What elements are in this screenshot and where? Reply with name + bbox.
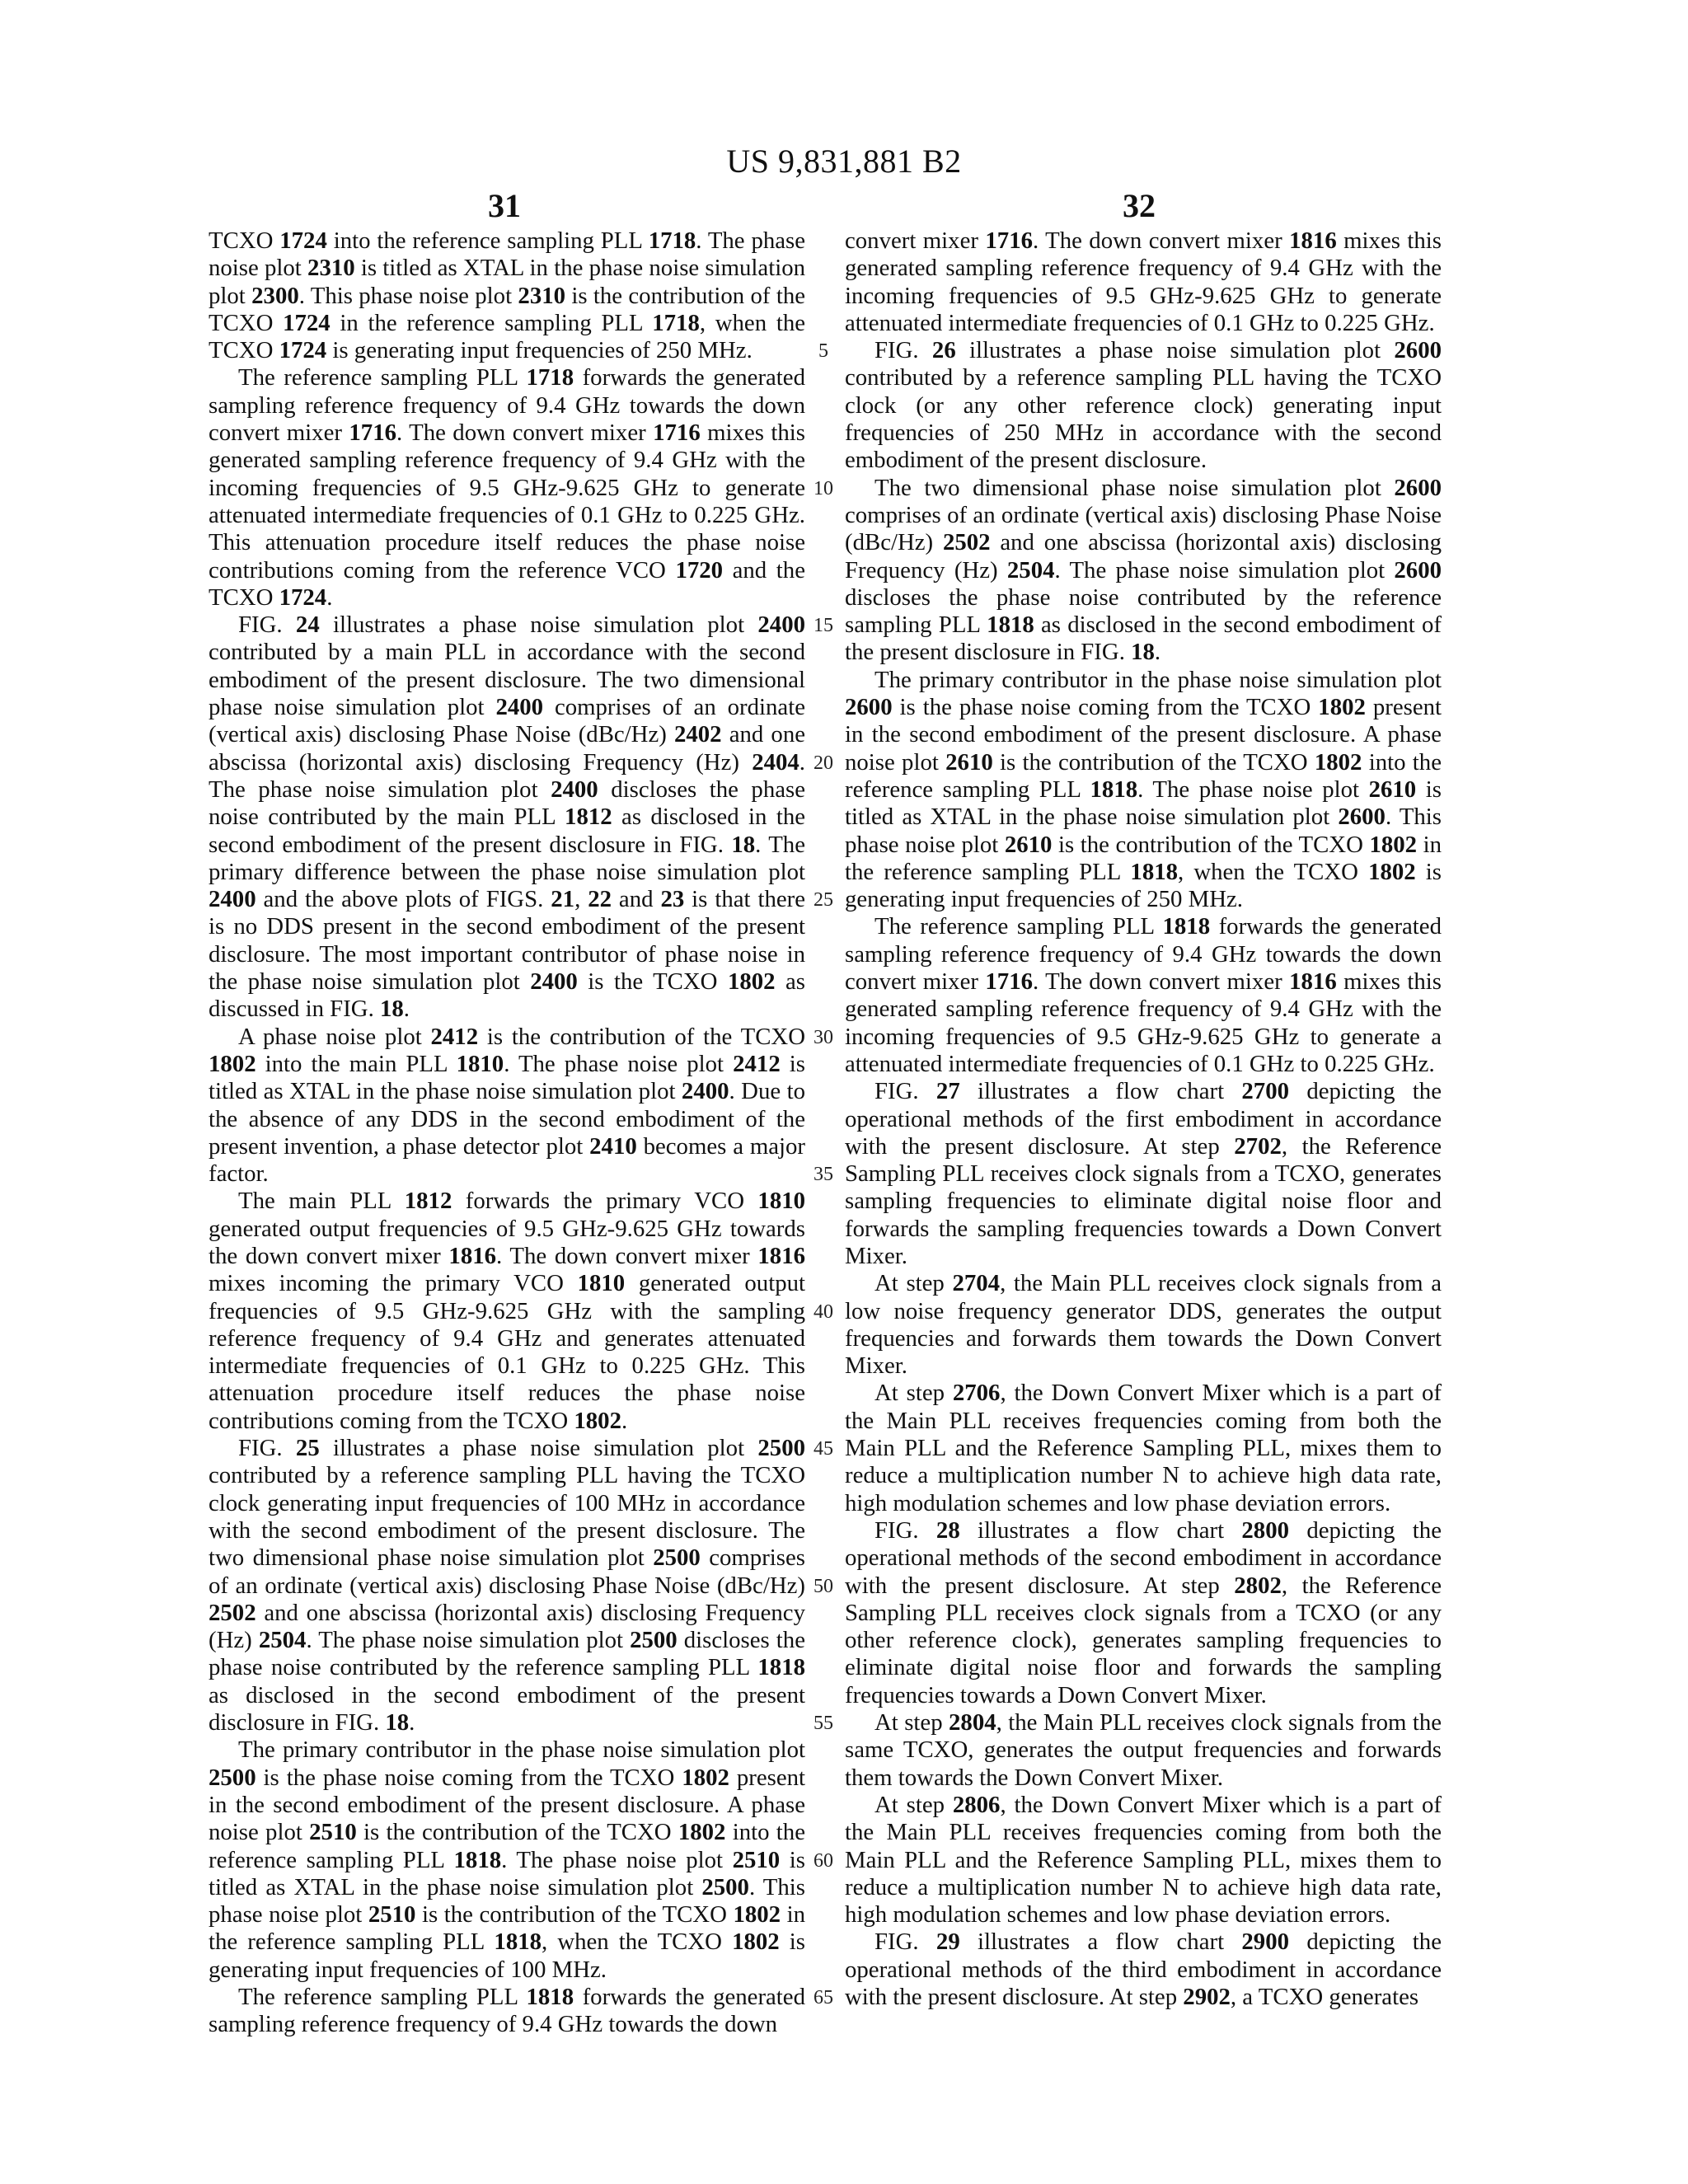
paragraph: At step 2706, the Down Convert Mixer which is a part of the Main PLL receives frequencies coming from both the Main PLL and the Reference Sampling PLL, mixes them to reduce a multiplication number N to achieve high data rate, high modulation schemes and low phase deviation errors.	[845, 1380, 1442, 1516]
patent-number: US 9,831,881 B2	[726, 143, 962, 180]
paragraph: TCXO 1724 into the reference sampling PLL 1718. The phase noise plot 2310 is titled as XTAL in the phase noise simulation plot 2300. This phase noise plot 2310 is the contribution of the TCXO 1724 in the reference sampling PLL 1718, when the TCXO 1724 is generating input frequencies of 250 MHz.	[209, 227, 806, 364]
paragraph: A phase noise plot 2412 is the contribution of the TCXO 1802 into the main PLL 1810. The phase noise plot 2412 is titled as XTAL in the phase noise simulation plot 2400. Due to the absence of any DDS in the second embodiment of the present invention, a phase detector plot 2410 becomes a major factor.	[209, 1023, 805, 1188]
line-number: 25	[814, 889, 833, 912]
paragraph: convert mixer 1716. The down convert mixer 1816 mixes this generated sampling reference frequency of 9.4 GHz with the incoming frequencies of 9.5 GHz-9.625 GHz to generate attenuated intermediate frequencies of 0.1 GHz to 0.225 GHz.	[845, 227, 1442, 336]
paragraph: The main PLL 1812 forwards the primary VCO 1810 generated output frequencies of 9.5 GHz-9.625 GHz towards the down convert mixer 1816. The down convert mixer 1816 mixes incoming the primary VCO 1810 generated output frequencies of 9.5 GHz-9.625 GHz with the sampling reference frequency of 9.4 GHz and generates attenuated intermediate frequencies of 0.1 GHz to 0.225 GHz. This attenuation procedure itself reduces the phase noise contributions coming from the TCXO 1802.	[209, 1188, 806, 1434]
line-number: 10	[814, 477, 833, 499]
paragraph: FIG. 28 illustrates a flow chart 2800 depicting the operational methods of the second embodiment in accordance with the present disclosure. At step 2802, the Reference Sampling PLL receives clock signals from a TCXO (or any other reference clock), generates sampling frequencies to eliminate digital noise floor and forwards the sampling frequencies towards a Down Convert Mixer.	[845, 1516, 1442, 1708]
left-column	[209, 227, 805, 2039]
line-number: 65	[814, 1987, 833, 2009]
paragraph: At step 2704, the Main PLL receives clock signals from a low noise frequency generator DDS, generates the output frequencies and forwards them towards the Down Convert Mixer.	[845, 1270, 1442, 1380]
paragraph: FIG. 29 illustrates a flow chart 2900 depicting the operational methods of the third embodiment in accordance with the present disclosure. At step 2902, a TCXO generates	[845, 1929, 1442, 2010]
line-number: 20	[814, 752, 833, 774]
line-number: 5	[818, 340, 828, 363]
line-number: 40	[814, 1301, 833, 1323]
paragraph: The reference sampling PLL 1818 forwards the generated sampling reference frequency of 9.4 GHz towards the down convert mixer 1716. The down convert mixer 1816 mixes this generated sampling reference frequency of 9.4 GHz with the incoming frequencies of 9.5 GHz-9.625 GHz to generate a attenuated intermediate frequencies of 0.1 GHz to 0.225 GHz.	[845, 913, 1442, 1077]
paragraph: FIG. 26 illustrates a phase noise simulation plot 2600 contributed by a reference sampling PLL having the TCXO clock (or any other reference clock) generating input frequencies of 250 MHz in accordance with the second embodiment of the present disclosure.	[845, 337, 1442, 474]
line-number: 15	[814, 615, 833, 637]
paragraph: The primary contributor in the phase noise simulation plot 2600 is the phase noise coming from the TCXO 1802 present in the second embodiment of the present disclosure. A phase noise plot 2610 is the contribution of the TCXO 1802 into the reference sampling PLL 1818. The phase noise plot 2610 is titled as XTAL in the phase noise simulation plot 2600. This phase noise plot 2610 is the contribution of the TCXO 1802 in the reference sampling PLL 1818, when the TCXO 1802 is generating input frequencies of 250 MHz.	[845, 666, 1442, 913]
paragraph: The reference sampling PLL 1818 forwards the generated sampling reference frequency of 9.4 GHz towards the down	[209, 1984, 805, 2038]
paragraph: The reference sampling PLL 1718 forwards the generated sampling reference frequency of 9.4 GHz towards the down convert mixer 1716. The down convert mixer 1716 mixes this generated sampling reference frequency of 9.4 GHz with the incoming frequencies of 9.5 GHz-9.625 GHz to generate attenuated intermediate frequencies of 0.1 GHz to 0.225 GHz. This attenuation procedure itself reduces the phase noise contributions coming from the reference VCO 1720 and the TCXO 1724.	[209, 364, 805, 611]
page-number-right: 32	[1123, 187, 1156, 224]
line-number: 60	[814, 1849, 833, 1872]
line-number: 35	[814, 1164, 833, 1186]
paragraph: The primary contributor in the phase noise simulation plot 2500 is the phase noise coming from the TCXO 1802 present in the second embodiment of the present disclosure. A phase noise plot 2510 is the contribution of the TCXO 1802 into the reference sampling PLL 1818. The phase noise plot 2510 is titled as XTAL in the phase noise simulation plot 2500. This phase noise plot 2510 is the contribution of the TCXO 1802 in the reference sampling PLL 1818, when the TCXO 1802 is generating input frequencies of 100 MHz.	[209, 1736, 806, 1983]
paragraph: FIG. 24 illustrates a phase noise simulation plot 2400 contributed by a main PLL in accordance with the second embodiment of the present disclosure. The two dimensional phase noise simulation plot 2400 comprises of an ordinate (vertical axis) disclosing Phase Noise (dBc/Hz) 2402 and one abscissa (horizontal axis) disclosing Frequency (Hz) 2404. The phase noise simulation plot 2400 discloses the phase noise contributed by the main PLL 1812 as disclosed in the second embodiment of the present disclosure in FIG. 18. The primary difference between the phase noise simulation plot 2400 and the above plots of FIGS. 21, 22 and 23 is that there is no DDS present in the second embodiment of the present disclosure. The most important contributor of phase noise in the phase noise simulation plot 2400 is the TCXO 1802 as discussed in FIG. 18.	[209, 612, 805, 1023]
line-number: 30	[814, 1026, 833, 1048]
paragraph: The two dimensional phase noise simulation plot 2600 comprises of an ordinate (vertical axis) disclosing Phase Noise (dBc/Hz) 2502 and one abscissa (horizontal axis) disclosing Frequency (Hz) 2504. The phase noise simulation plot 2600 discloses the phase noise contributed by the reference sampling PLL 1818 as disclosed in the second embodiment of the present disclosure in FIG. 18.	[845, 474, 1442, 666]
right-column	[845, 227, 1442, 2011]
paragraph: FIG. 25 illustrates a phase noise simulation plot 2500 contributed by a reference sampling PLL having the TCXO clock generating input frequencies of 100 MHz in accordance with the second embodiment of the present disclosure. The two dimensional phase noise simulation plot 2500 comprises of an ordinate (vertical axis) disclosing Phase Noise (dBc/Hz) 2502 and one abscissa (horizontal axis) disclosing Frequency (Hz) 2504. The phase noise simulation plot 2500 discloses the phase noise contributed by the reference sampling PLL 1818 as disclosed in the second embodiment of the present disclosure in FIG. 18.	[209, 1435, 805, 1736]
paragraph: FIG. 27 illustrates a flow chart 2700 depicting the operational methods of the first embodiment in accordance with the present disclosure. At step 2702, the Reference Sampling PLL receives clock signals from a TCXO, generates sampling frequencies to eliminate digital noise floor and forwards the sampling frequencies towards a Down Convert Mixer.	[845, 1078, 1442, 1269]
paragraph: At step 2806, the Down Convert Mixer which is a part of the Main PLL receives frequencies coming from both the Main PLL and the Reference Sampling PLL, mixes them to reduce a multiplication number N to achieve high data rate, high modulation schemes and low phase deviation errors.	[845, 1791, 1442, 1929]
page-number-left: 31	[488, 187, 521, 224]
line-number: 55	[814, 1713, 833, 1735]
line-number: 45	[814, 1438, 833, 1460]
line-number: 50	[814, 1575, 833, 1597]
paragraph: At step 2804, the Main PLL receives clock signals from the same TCXO, generates the output frequencies and forwards them towards the Down Convert Mixer.	[845, 1709, 1442, 1791]
